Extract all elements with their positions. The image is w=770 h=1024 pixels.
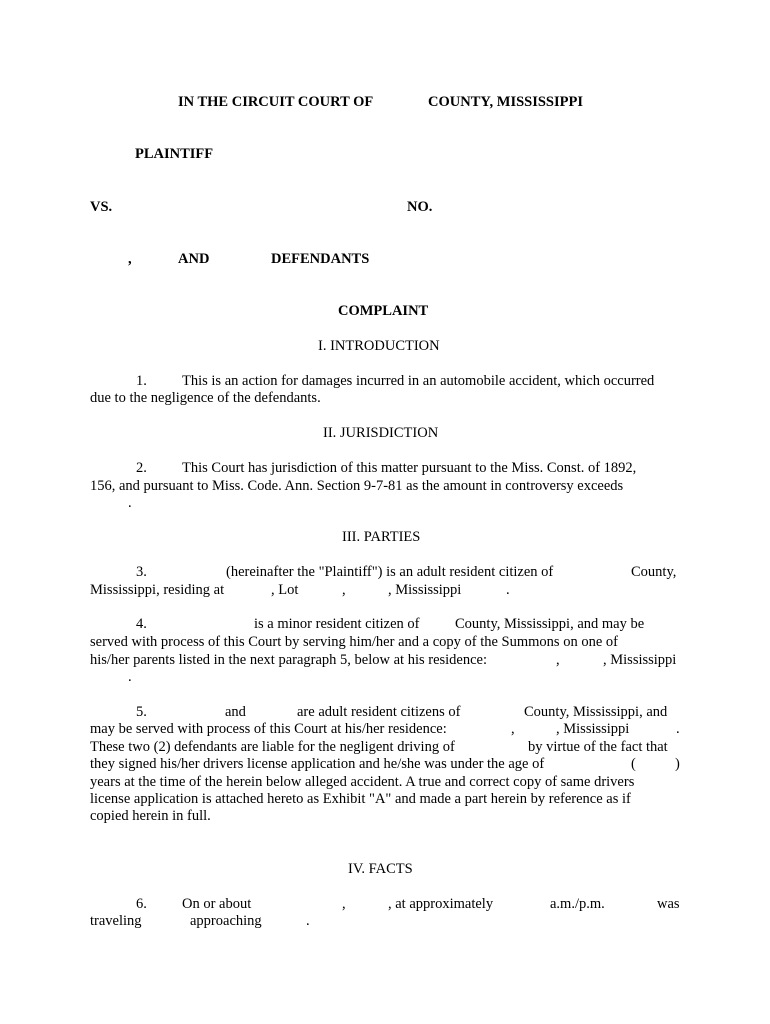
paragraph-2-number: 2. [136,460,147,476]
paragraph-4-number: 4. [136,616,147,632]
paragraph-6-line-1d: a.m./p.m. [550,896,605,912]
vs-label: VS. [90,199,113,215]
paragraph-3-line-2c: , [342,582,346,598]
plaintiff-label: PLAINTIFF [135,146,214,162]
paragraph-6-line-1e: was [657,896,680,912]
paragraph-5-line-4b: ( [631,756,636,772]
section-heading-jurisdiction: II. JURISDICTION [323,425,439,441]
paragraph-6-line-2c: . [306,913,310,929]
paragraph-6-line-2b: approaching [190,913,262,929]
paragraph-4-line-3b: , [556,652,560,668]
paragraph-5-line-4a: they signed his/her drivers license application and he/she was under the age of [90,756,545,772]
paragraph-5-line-2d: . [676,721,680,737]
paragraph-4-line-3c: , Mississippi [603,652,677,668]
paragraph-6-line-1b: , [342,896,346,912]
paragraph-5-line-4c: ) [675,756,680,772]
paragraph-1-line-1: This is an action for damages incurred in an automobile accident, which occurred [182,373,655,389]
paragraph-5-line-1a: and [225,704,246,720]
paragraph-3-line-2e: . [506,582,510,598]
paragraph-6-line-1a: On or about [182,896,252,912]
and-label: AND [178,251,210,267]
defendants-label: DEFENDANTS [271,251,370,267]
paragraph-3-line-1a: (hereinafter the "Plaintiff") is an adult resident citizen of [226,564,554,580]
paragraph-3-line-2a: Mississippi, residing at [90,582,225,598]
paragraph-1-number: 1. [136,373,147,389]
paragraph-5-line-1c: County, Mississippi, and [524,704,668,720]
paragraph-4-line-2: served with process of this Court by serving him/her and a copy of the Summons on one of [90,634,618,650]
paragraph-5-line-2c: , Mississippi [556,721,630,737]
paragraph-2-line-3: . [128,495,132,511]
paragraph-4-line-3a: his/her parents listed in the next paragraph 5, below at his residence: [90,652,488,668]
section-heading-parties: III. PARTIES [342,529,421,545]
paragraph-3-line-2b: , Lot [271,582,299,598]
paragraph-6-number: 6. [136,896,147,912]
paragraph-5-line-7: copied herein in full. [90,808,211,824]
paragraph-3-line-2d: , Mississippi [388,582,462,598]
document-title: COMPLAINT [338,303,429,319]
court-name-suffix: COUNTY, MISSISSIPPI [428,94,583,110]
paragraph-5-line-5: years at the time of the herein below alleged accident. A true and correct copy of same drivers [90,774,635,790]
paragraph-5-line-6: license application is attached hereto as Exhibit "A" and made a part herein by reference as if [90,791,631,807]
paragraph-6-line-1c: , at approximately [388,896,494,912]
paragraph-5-number: 5. [136,704,147,720]
paragraph-3-line-1b: County, [631,564,677,580]
paragraph-5-line-2b: , [511,721,515,737]
paragraph-4-line-4: . [128,669,132,685]
paragraph-6-line-2a: traveling [90,913,142,929]
paragraph-5-line-3b: by virtue of the fact that [528,739,668,755]
defendant-comma: , [128,251,132,267]
case-number-label: NO. [407,199,433,215]
paragraph-5-line-3a: These two (2) defendants are liable for the negligent driving of [90,739,455,755]
paragraph-5-line-1b: are adult resident citizens of [297,704,461,720]
paragraph-2-line-2: 156, and pursuant to Miss. Code. Ann. Section 9-7-81 as the amount in controversy exceeds [90,478,624,494]
paragraph-5-line-2a: may be served with process of this Court at his/her residence: [90,721,447,737]
section-heading-introduction: I. INTRODUCTION [318,338,440,354]
paragraph-2-line-1: This Court has jurisdiction of this matter pursuant to the Miss. Const. of 1892, [182,460,637,476]
section-heading-facts: IV. FACTS [348,861,413,877]
paragraph-3-number: 3. [136,564,147,580]
paragraph-4-line-1a: is a minor resident citizen of [254,616,420,632]
court-name-prefix: IN THE CIRCUIT COURT OF [178,94,374,110]
paragraph-1-line-2: due to the negligence of the defendants. [90,390,321,406]
paragraph-4-line-1b: County, Mississippi, and may be [455,616,645,632]
